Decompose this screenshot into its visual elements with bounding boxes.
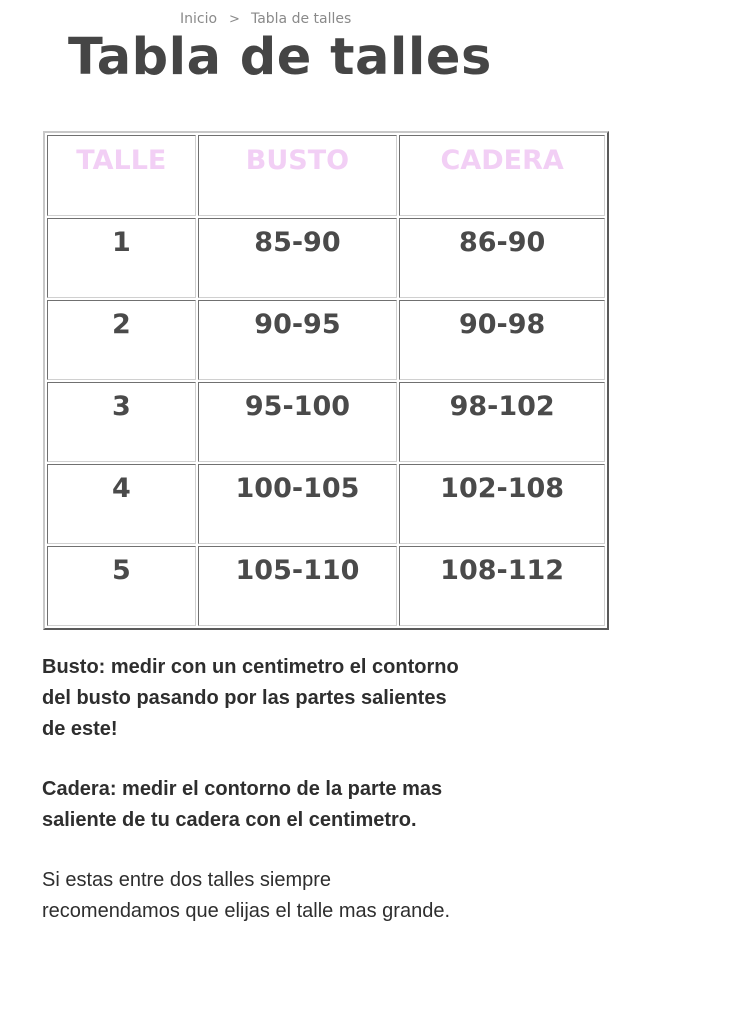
cell-talle: 3 [47,382,196,462]
cell-cadera: 108-112 [399,546,605,626]
cell-cadera: 98-102 [399,382,605,462]
header-talle: TALLE [47,135,196,216]
cell-cadera: 90-98 [399,300,605,380]
cell-talle: 2 [47,300,196,380]
cell-busto: 100-105 [198,464,398,544]
cell-busto: 95-100 [198,382,398,462]
cell-busto: 90-95 [198,300,398,380]
table-row [47,382,605,462]
table-header-row [47,135,605,216]
note-busto: Busto: medir con un centimetro el contorno del busto pasando por las partes salientes de este! [42,656,459,740]
cell-talle: 4 [47,464,196,544]
breadcrumb-current: Tabla de talles [250,11,352,27]
note-cadera: Cadera: medir el contorno de la parte mas saliente de tu cadera con el centimetro. [42,778,443,831]
table-row [47,218,605,298]
cell-busto: 85-90 [198,218,398,298]
breadcrumb-separator: > [229,11,240,27]
cell-cadera: 86-90 [399,218,605,298]
table-row [47,546,605,626]
header-busto: BUSTO [198,135,398,216]
breadcrumb-home-link[interactable]: Inicio [180,11,218,27]
note-recomendacion: Si estas entre dos talles siempre recomendamos que elijas el talle mas grande. [42,869,450,922]
table-row [47,300,605,380]
breadcrumb [180,11,351,27]
cell-cadera: 102-108 [399,464,605,544]
size-chart-table [43,131,609,630]
cell-talle: 5 [47,546,196,626]
page-title: Tabla de talles [68,28,492,87]
table-row [47,464,605,544]
cell-talle: 1 [47,218,196,298]
cell-busto: 105-110 [198,546,398,626]
measurement-notes [42,652,462,956]
header-cadera: CADERA [399,135,605,216]
